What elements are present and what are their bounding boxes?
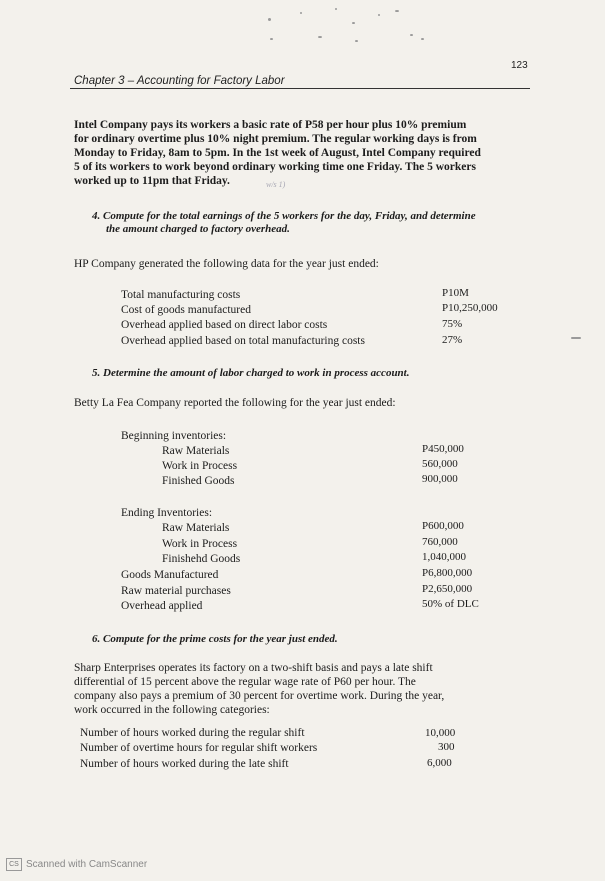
ending-item-label: Finishehd Goods [162,553,241,565]
hp-item-label: Overhead applied based on direct labor costs [121,319,328,331]
intel-line-4: 5 of its workers to work beyond ordinary working time one Friday. The 5 workers [74,161,476,173]
hp-item-value: 75% [442,318,463,330]
sharp-item-label: Number of overtime hours for regular shift workers [80,742,318,754]
camscanner-logo-icon: CS [6,858,22,871]
beginning-inventories-header: Beginning inventories: [121,430,227,442]
ending-item-label: Raw Materials [162,522,230,534]
betty-intro: Betty La Fea Company reported the following for the year just ended: [74,397,396,409]
question-6: 6. Compute for the prime costs for the year just ended. [92,633,338,645]
hp-item-label: Cost of goods manufactured [121,304,251,316]
intel-line-1: Intel Company pays its workers a basic rate of P58 per hour plus 10% premium [74,119,467,131]
intel-line-5: worked up to 11pm that Friday. [74,175,230,187]
camscanner-watermark [6,858,147,871]
ending-item-label: Work in Process [162,538,238,550]
camscanner-text: Scanned with CamScanner [26,859,148,870]
beginning-item-label: Finished Goods [162,475,235,487]
betty-other-label: Goods Manufactured [121,569,219,581]
sharp-paragraph [74,661,534,717]
sharp-item-label: Number of hours worked during the late shift [80,758,289,770]
intel-line-3: Monday to Friday, 8am to 5pm. In the 1st week of August, Intel Company required [74,147,481,159]
hp-intro: HP Company generated the following data for the year just ended: [74,258,379,270]
sharp-line-4: work occurred in the following categories: [74,704,270,716]
sharp-line-1: Sharp Enterprises operates its factory on a two-shift basis and pays a late shift [74,662,433,674]
betty-other-value: P6,800,000 [422,567,473,579]
beginning-item-value: 900,000 [422,473,458,485]
sharp-item-value: 6,000 [427,757,452,769]
beginning-item-label: Work in Process [162,460,238,472]
hp-item-label: Total manufacturing costs [121,289,241,301]
ending-inventories-header: Ending Inventories: [121,507,213,519]
intel-paragraph [74,118,481,188]
page-number: 123 [511,60,528,71]
question-4 [92,210,476,236]
question-5: 5. Determine the amount of labor charged to work in process account. [92,367,410,379]
sharp-line-3: company also pays a premium of 30 percent for overtime work. During the year, [74,690,445,702]
ending-item-value: 1,040,000 [422,551,466,563]
ending-item-value: 760,000 [422,536,458,548]
ending-item-value: P600,000 [422,520,464,532]
beginning-item-value: P450,000 [422,443,464,455]
beginning-item-value: 560,000 [422,458,458,470]
question-4-line-2: the amount charged to factory overhead. [106,223,290,235]
intel-line-2: for ordinary overtime plus 10% night premium. The regular working days is from [74,133,477,145]
betty-other-value: 50% of DLC [422,598,479,610]
chapter-header: Chapter 3 – Accounting for Factory Labor [74,75,285,87]
beginning-item-label: Raw Materials [162,445,230,457]
hp-item-value: P10,250,000 [442,302,498,314]
sharp-item-value: 300 [438,741,455,753]
sharp-line-2: differential of 15 percent above the regular wage rate of P60 per hour. The [74,676,416,688]
hp-item-value: P10M [442,287,469,299]
question-4-line-1: 4. Compute for the total earnings of the 5 workers for the day, Friday, and determine [92,210,476,222]
sharp-item-value: 10,000 [425,727,456,739]
handwritten-note: w/s 1) [266,180,286,189]
header-rule [70,88,530,89]
betty-other-value: P2,650,000 [422,583,473,595]
betty-other-label: Raw material purchases [121,585,231,597]
sharp-item-label: Number of hours worked during the regular shift [80,727,305,739]
hp-item-value: 27% [442,334,463,346]
betty-other-label: Overhead applied [121,600,203,612]
hp-item-label: Overhead applied based on total manufacturing costs [121,335,365,347]
